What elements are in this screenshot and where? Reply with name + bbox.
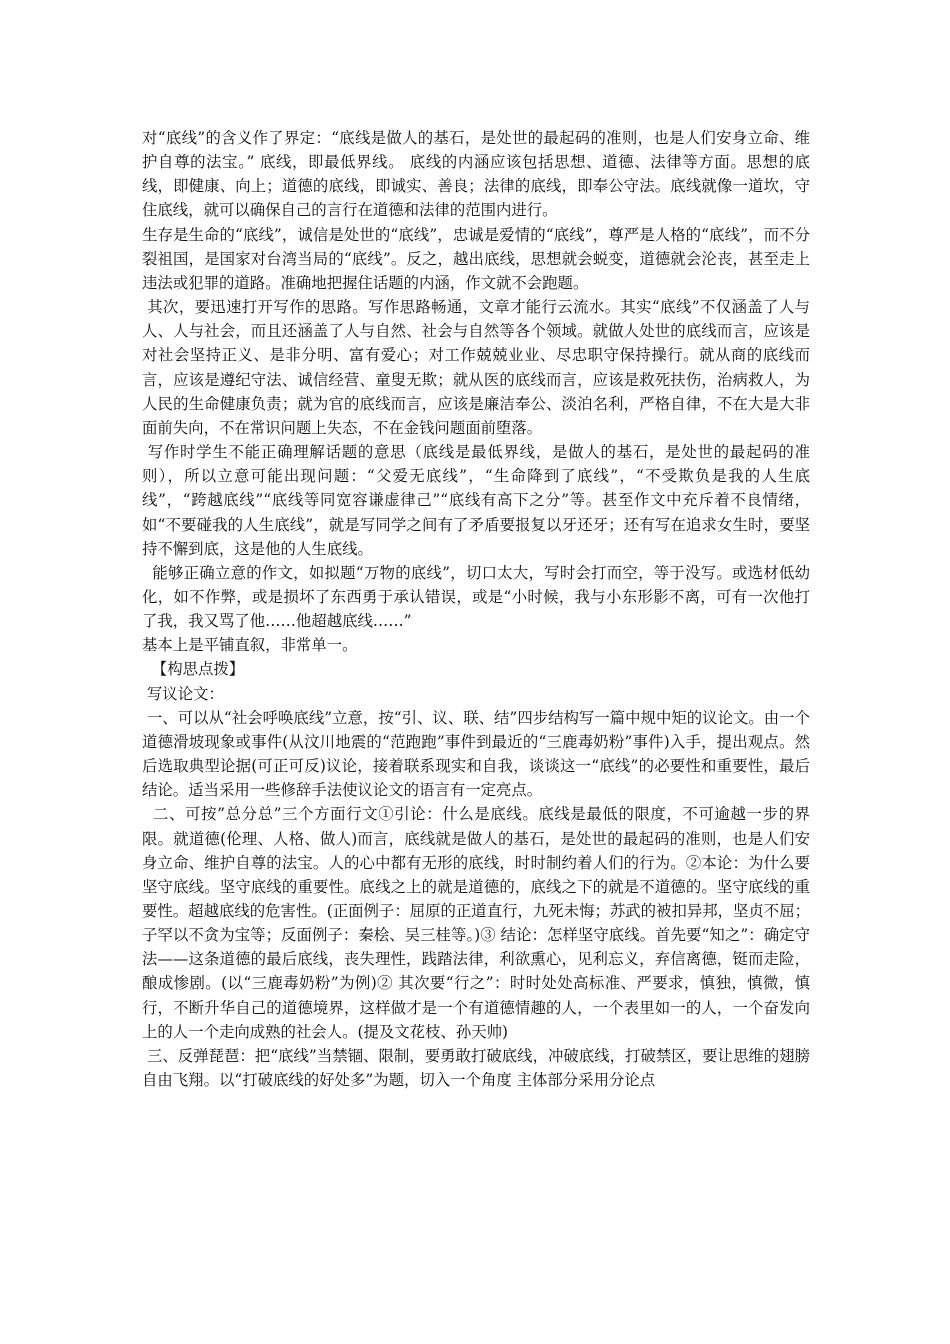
paragraph-approach-three: 三、反弹琵琶：把“底线”当禁锢、限制，要勇敢打破底线，冲破底线，打破禁区，要让思维的翅膀自由飞翔。以“打破底线的好处多”为题，切入一个角度 主体部分采用分论点 bbox=[142, 1046, 810, 1090]
paragraph-approach-one: 一、可以从“社会呼唤底线”立意，按“引、议、联、结”四步结构写一篇中规中矩的议论文。由一个道德滑坡现象或事件(从汶川地震的“范跑跑”事件到最近的“三鹿毒奶粉”事件)入手，提出观点。然后选取典型论据(可正可反)议论，接着联系现实和自我，谈谈这一“底线”的必要性和重要性，最后结论。适当采用一些修辞手法使议论文的语言有一定亮点。 bbox=[142, 708, 810, 800]
paragraph-writing-ideas: 其次，要迅速打开写作的思路。写作思路畅通，文章才能行云流水。其实“底线”不仅涵盖了人与人、人与社会，而且还涵盖了人与自然、社会与自然等各个领域。就做人处世的底线而言，应该是对社会坚持正义、是非分明、富有爱心；对工作兢兢业业、尽忠职守保持操行。就从商的底线而言，应该是遵纪守法、诚信经营、童叟无欺；就从医的底线而言，应该是救死扶伤，治病救人，为人民的生命健康负责；就为官的底线而言，应该是廉洁奉公、淡泊名利，严格自律，不在大是大非面前失向，不在常识问题上失态，不在金钱问题面前堕落。 bbox=[142, 298, 810, 437]
section-heading-guidance: 【构思点拨】 bbox=[142, 660, 245, 679]
paragraph-approach-two: 二、可按”总分总”三个方面行文①引论：什么是底线。底线是最低的限度，不可逾越一步的界限。就道德(伦理、人格、做人)而言，底线就是做人的基石，是处世的最起码的准则，也是人们安身立命、维护自尊的法宝。人的心中都有无形的底线，时时制约着人们的行为。②本论：为什么要坚守底线。坚守底线的重要性。底线之上的就是道德的，底线之下的就是不道德的。坚守底线的重要性。超越底线的危害性。(正面例子：屈原的正道直行，九死未悔；苏武的被扣异邦，坚贞不屈；子罕以不贪为宝等；反面例子：秦桧、吴三桂等。)③ 结论：怎样坚守底线。首先要“知之”：确定守法——这条道德的最后底线，丧失理性，践踏法律，利欲熏心，见利忘义，弃信离德，铤而走险，酿成惨剧。(以“三鹿毒奶粉”为例)② 其次要“行之”：时时处处高标准、严要求，慎独，慎微，慎行，不断升华自己的道德境界，这样做才是一个有道德情趣的人，一个表里如一的人，一个奋发向上的人一个走向成熟的社会人。(提及文花枝、孙天帅) bbox=[142, 805, 810, 1041]
paragraph-common-mistakes: 写作时学生不能正确理解话题的意思（底线是最低界线，是做人的基石，是处世的最起码的准则），所以立意可能出现问题：“父爱无底线”，“生命降到了底线”，“不受欺负是我的人生底线”，“跨越底线”“底线等同宽容谦虚律己”“底线有高下之分”等。甚至作文中充斥着不良情绪，如“不要碰我的人生底线”，就是写同学之间有了矛盾要报复以牙还牙；还有写在追求女生时，要坚持不懈到底，这是他的人生底线。 bbox=[142, 443, 810, 558]
subheading-argumentative: 写议论文： bbox=[142, 684, 224, 703]
paragraph-summary-line: 基本上是平铺直叙，非常单一。 bbox=[142, 636, 358, 655]
paragraph-definition: 对“底线”的含义作了界定：“底线是做人的基石，是处世的最起码的准则，也是人们安身立命、维护自尊的法宝。” 底线，即最低界线。 底线的内涵应该包括思想、道德、法律等方面。思想的底线，即健康、向上；道德的底线，即诚实、善良；法律的底线，即奉公守法。底线就像一道坎，守住底线，就可以确保自己的言行在道德和法律的范围内进行。 bbox=[142, 129, 810, 220]
document-body bbox=[142, 126, 810, 1092]
paragraph-examples: 生存是生命的“底线”，诚信是处世的“底线”，忠诚是爱情的“底线”，尊严是人格的“底线”，而不分裂祖国，是国家对台湾当局的“底线”。反之，越出底线，思想就会蜕变，道德就会沦丧，甚至走上违法或犯罪的道路。准确地把握住话题的内涵，作文就不会跑题。 bbox=[142, 225, 810, 292]
paragraph-correct-essays: 能够正确立意的作文，如拟题“万物的底线”，切口太大，写时会打而空，等于没写。或选材低幼化，如不作弊，或是损坏了东西勇于承认错误，或是“小时候，我与小东形影不离，可有一次他打了我，我又骂了他……他超越底线……” bbox=[142, 563, 810, 631]
